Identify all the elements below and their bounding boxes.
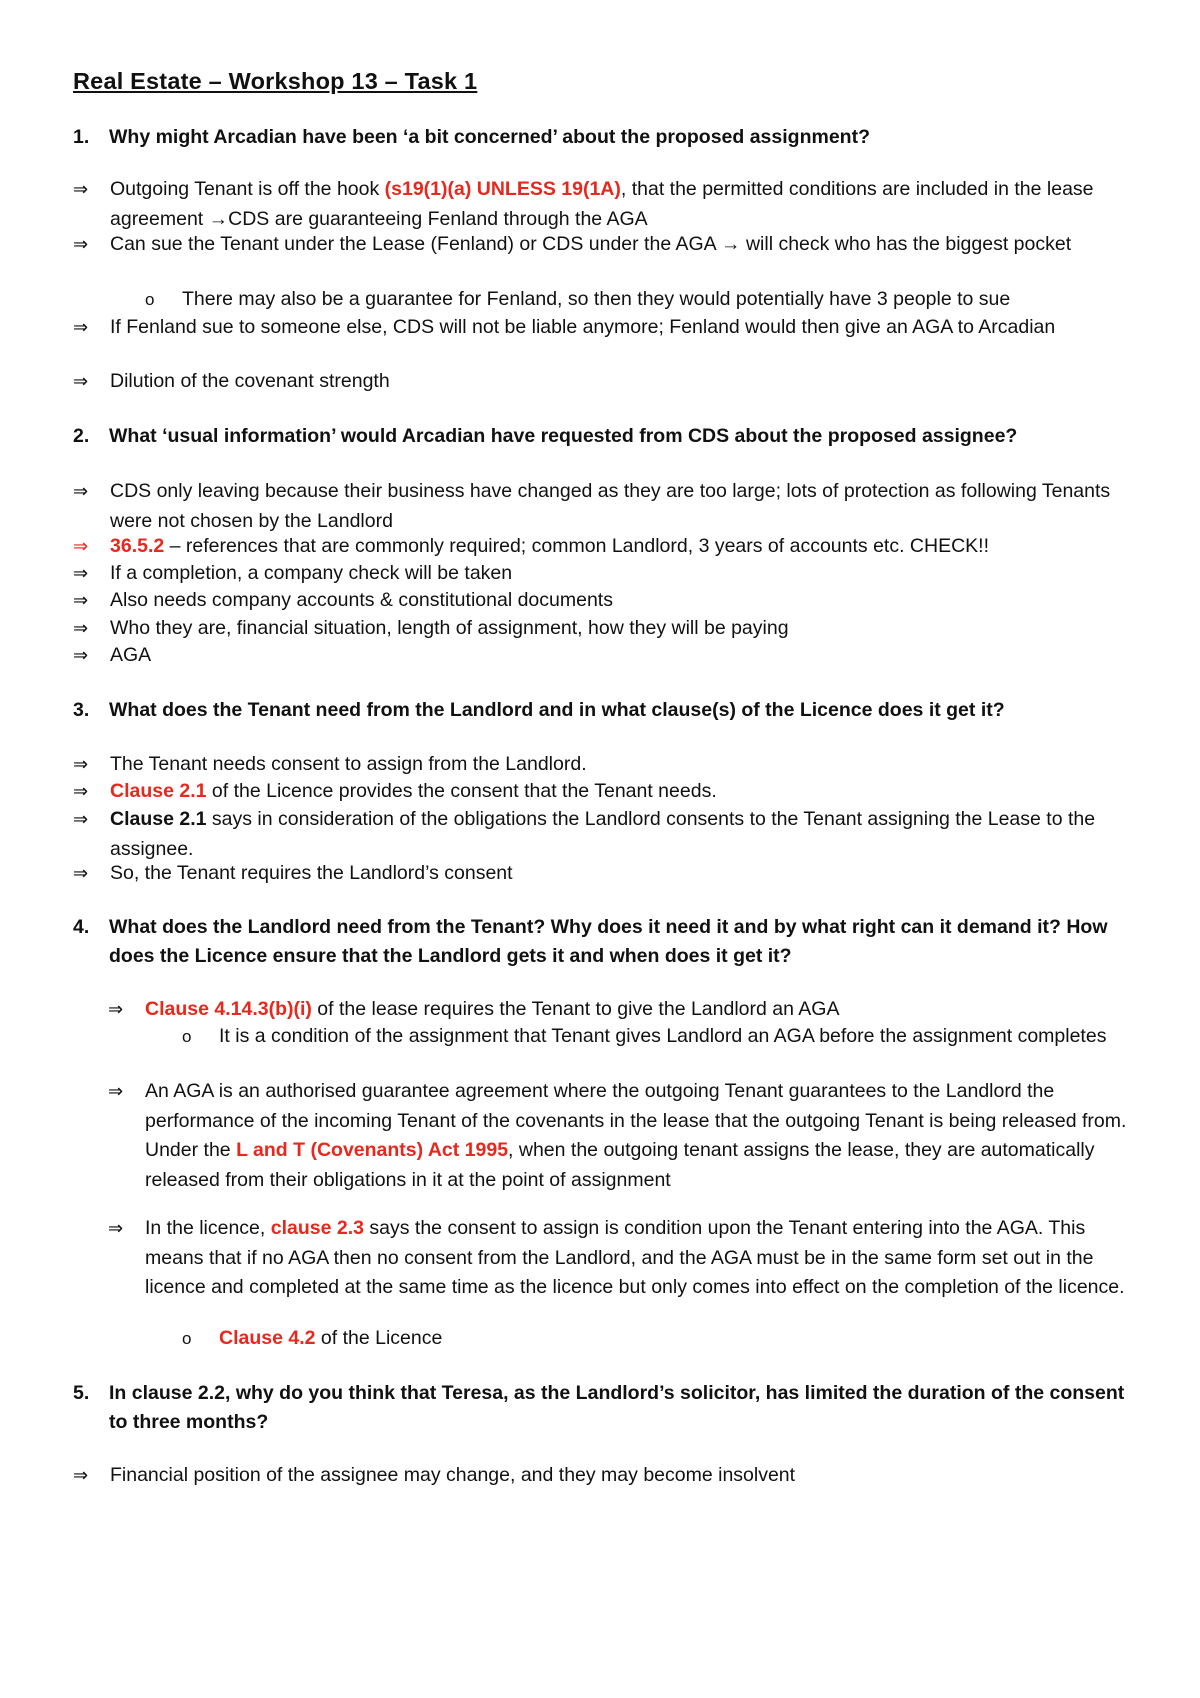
arrow-bullet-icon: ⇒ — [108, 1081, 124, 1101]
answer-bullet: ⇒ Clause 4.14.3(b)(i) of the lease requires the Tenant to give the Landlord an AGA — [108, 995, 1135, 1025]
clause-reference: Clause 2.1 — [110, 808, 207, 830]
question-3 — [73, 696, 1138, 725]
answer-bullet: ⇒ If Fenland sue to someone else, CDS will not be liable anymore; Fenland would then give an AGA to Arcadian — [73, 313, 1135, 343]
question-number: 4. — [73, 916, 90, 938]
legal-reference: Clause 4.14.3(b)(i) — [145, 998, 312, 1020]
legal-reference: Clause 2.1 — [110, 780, 207, 802]
circle-bullet-icon: o — [145, 290, 155, 309]
arrow-bullet-icon: ⇒ — [73, 317, 89, 337]
question-1 — [73, 123, 1138, 152]
arrow-bullet-icon: ⇒ — [73, 481, 89, 501]
question-text: What does the Landlord need from the Tenant? Why does it need it and by what right can it demand it? How does the Licence ensure that the Landlord gets it and when does it get it? — [109, 916, 1108, 967]
arrow-bullet-icon: ⇒ — [73, 563, 89, 583]
question-2 — [73, 422, 1138, 451]
answer-bullet: ⇒ CDS only leaving because their business have changed as they are too large; lots of protection as following Tenants were not chosen by the Landlord — [73, 477, 1135, 536]
answer-bullet: ⇒ Can sue the Tenant under the Lease (Fenland) or CDS under the AGA → will check who has the biggest pocket — [73, 230, 1135, 260]
answer-bullet: ⇒ 36.5.2 – references that are commonly required; common Landlord, 3 years of accounts etc. CHECK!! — [73, 532, 1135, 562]
arrow-bullet-icon: ⇒ — [73, 754, 89, 774]
arrow-bullet-icon: ⇒ — [73, 645, 89, 665]
answer-bullet: ⇒ Clause 2.1 says in consideration of the obligations the Landlord consents to the Tenant assigning the Lease to the assignee. — [73, 805, 1135, 864]
arrow-bullet-icon: ⇒ — [73, 1465, 89, 1485]
answer-bullet: ⇒ The Tenant needs consent to assign from the Landlord. — [73, 750, 1135, 780]
legal-reference: Clause 4.2 — [219, 1327, 316, 1349]
arrow-bullet-icon: ⇒ — [73, 536, 89, 556]
answer-bullet: ⇒ Financial position of the assignee may change, and they may become insolvent — [73, 1461, 1135, 1491]
question-number: 3. — [73, 699, 90, 721]
question-text: What does the Tenant need from the Landlord and in what clause(s) of the Licence does it get it? — [109, 699, 1005, 721]
arrow-bullet-icon: ⇒ — [73, 179, 89, 199]
question-4 — [73, 913, 1138, 971]
answer-bullet: ⇒ Dilution of the covenant strength — [73, 367, 1135, 397]
arrow-bullet-icon: ⇒ — [73, 781, 89, 801]
answer-bullet: ⇒ So, the Tenant requires the Landlord’s consent — [73, 859, 1135, 889]
arrow-bullet-icon: ⇒ — [73, 809, 89, 829]
answer-sub-bullet: o Clause 4.2 of the Licence — [182, 1324, 1135, 1354]
answer-sub-bullet: o It is a condition of the assignment that Tenant gives Landlord an AGA before the assignment completes — [182, 1022, 1135, 1052]
answer-bullet: ⇒ AGA — [73, 641, 1135, 671]
answer-bullet: ⇒ If a completion, a company check will be taken — [73, 559, 1135, 589]
question-number: 1. — [73, 126, 90, 148]
question-number: 5. — [73, 1382, 90, 1404]
question-5 — [73, 1379, 1138, 1437]
legal-reference: L and T (Covenants) Act 1995 — [236, 1139, 509, 1161]
arrow-bullet-icon: ⇒ — [108, 999, 124, 1019]
question-text: Why might Arcadian have been ‘a bit concerned’ about the proposed assignment? — [109, 126, 870, 148]
arrow-bullet-icon: ⇒ — [73, 234, 89, 254]
legal-reference: clause 2.3 — [270, 1217, 364, 1239]
arrow-bullet-icon: ⇒ — [73, 618, 89, 638]
answer-bullet: ⇒ An AGA is an authorised guarantee agreement where the outgoing Tenant guarantees to the Landlord the performance of the incoming Tenant of the covenants in the lease that the outgoing Tenant is being released from. Under the L and T (Covenants) Act 1995, when the outgoing tenant assigns the lease, they are automatically released from their obligations in it at the point of assignment — [108, 1077, 1135, 1195]
arrow-bullet-icon: ⇒ — [73, 863, 89, 883]
arrow-bullet-icon: ⇒ — [108, 1218, 124, 1238]
question-text: In clause 2.2, why do you think that Teresa, as the Landlord’s solicitor, has limited the duration of the consent to three months? — [109, 1382, 1125, 1433]
circle-bullet-icon: o — [182, 1329, 192, 1348]
question-number: 2. — [73, 425, 90, 447]
answer-bullet: ⇒ Outgoing Tenant is off the hook (s19(1)(a) UNLESS 19(1A), that the permitted conditions are included in the lease agreement →CDS are guaranteeing Fenland through the AGA — [73, 175, 1135, 234]
question-text: What ‘usual information’ would Arcadian have requested from CDS about the proposed assignee? — [109, 425, 1018, 447]
circle-bullet-icon: o — [182, 1027, 192, 1046]
legal-reference: 36.5.2 — [110, 535, 165, 557]
answer-bullet: ⇒ Clause 2.1 of the Licence provides the consent that the Tenant needs. — [73, 777, 1135, 807]
answer-bullet: ⇒ Also needs company accounts & constitutional documents — [73, 586, 1135, 616]
answer-bullet: ⇒ Who they are, financial situation, length of assignment, how they will be paying — [73, 614, 1135, 644]
arrow-bullet-icon: ⇒ — [73, 371, 89, 391]
document-title: Real Estate – Workshop 13 – Task 1 — [73, 68, 478, 94]
legal-reference: (s19(1)(a) UNLESS 19(1A) — [384, 178, 621, 200]
answer-bullet: ⇒ In the licence, clause 2.3 says the consent to assign is condition upon the Tenant entering into the AGA. This means that if no AGA then no consent from the Landlord, and the AGA must be in the same form set out in the licence and completed at the same time as the licence but only comes into effect on the completion of the licence. — [108, 1214, 1135, 1303]
answer-sub-bullet: o There may also be a guarantee for Fenland, so then they would potentially have 3 people to sue — [145, 285, 1135, 315]
arrow-bullet-icon: ⇒ — [73, 590, 89, 610]
